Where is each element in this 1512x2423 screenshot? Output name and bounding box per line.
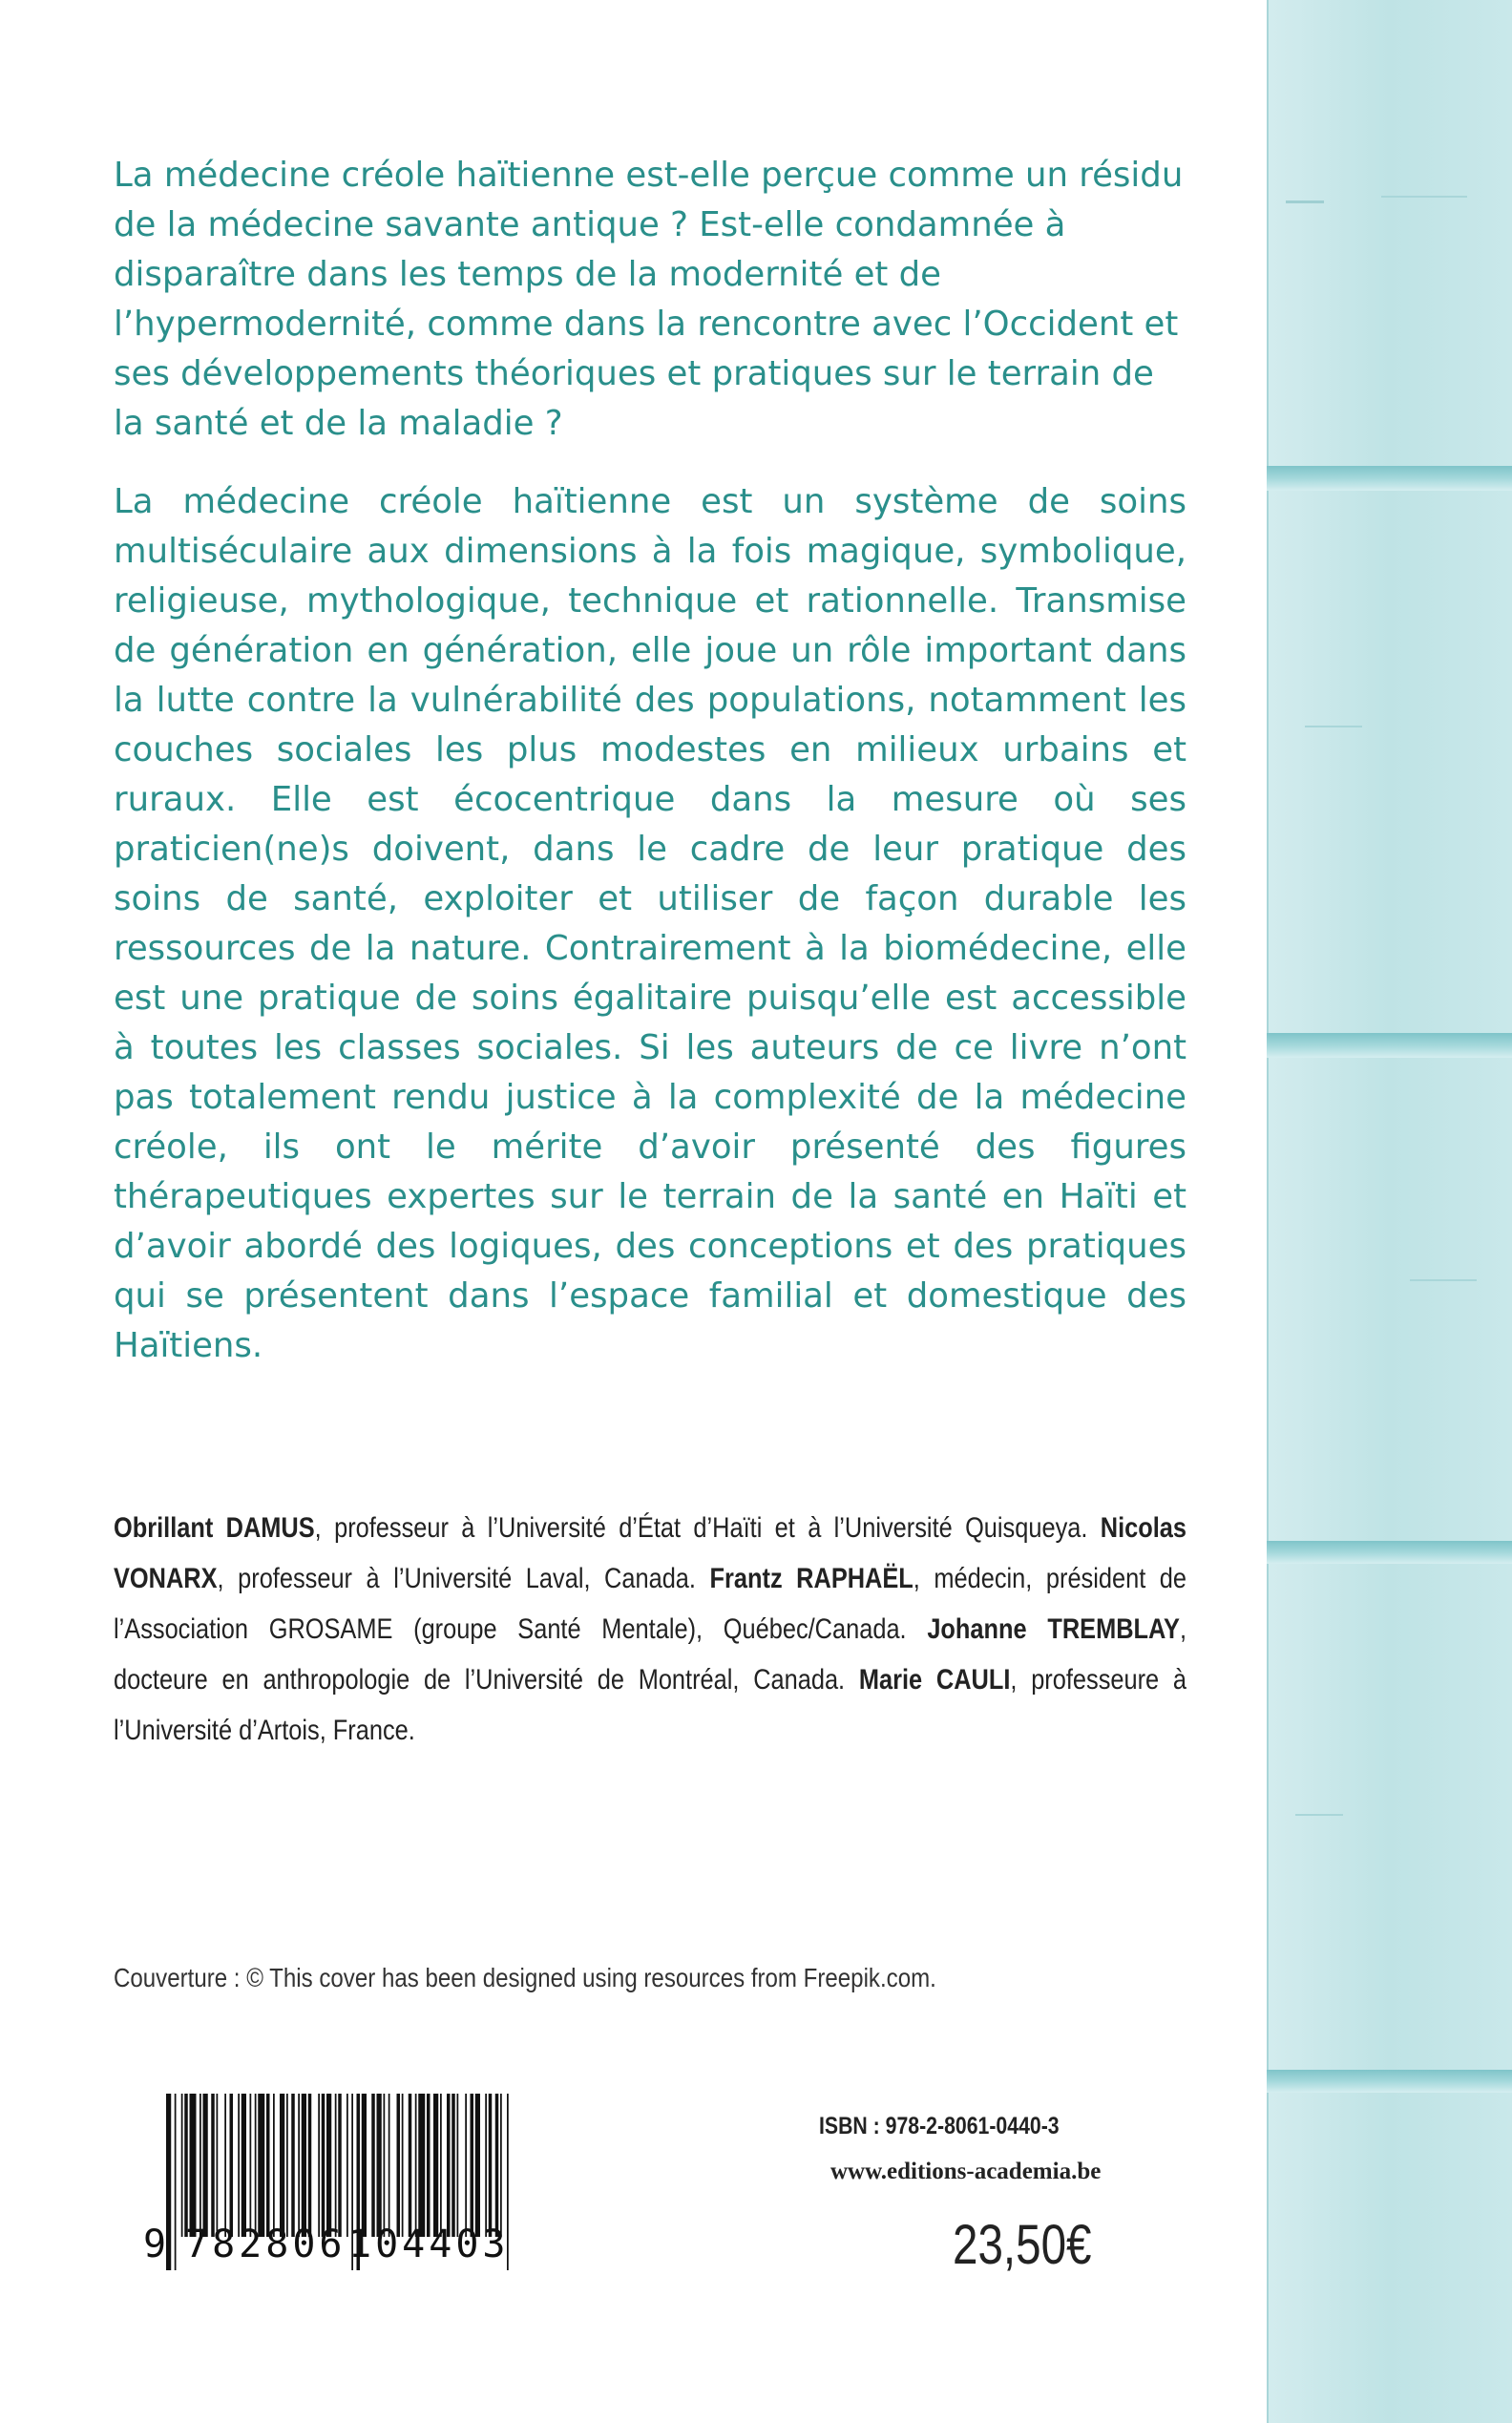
author-name: Marie CAULI [858, 1664, 1011, 1696]
author-bios [114, 1503, 1186, 1756]
author-name: Obrillant DAMUS [114, 1512, 315, 1544]
blurb-paragraph-2: La médecine créole haïtienne est un système de soins multiséculaire aux dimensions à la fois magique, symbolique, religieuse, mythologique, technique et rationnelle. Transmise de génération en génération, elle joue un rôle important dans la lutte contre la vulnérabilité des populations, notamment les couches sociales les plus modestes en milieux urbains et ruraux. Elle est écocentrique dans la mesure où ses praticien(ne)s doivent, dans le cadre de leur pratique des soins de santé, exploiter et utiliser de façon durable les ressources de la nature. Contrairement à la biomédecine, elle est une pratique de soins égalitaire puisqu’elle est accessible à toutes les classes sociales. Si les auteurs de ce livre n’ont pas totalement rendu justice à la complexité de la médecine créole, ils ont le mérite d’avoir présenté des figures thérapeutiques expertes sur le terrain de la santé en Haïti et d’avoir abordé des logiques, des conceptions et des pratiques qui se présentent dans l’espace familial et domestique des Haïtiens. [114, 482, 1186, 1365]
barcode-right-group: 104403 [348, 2223, 510, 2266]
author-name: Johanne TREMBLAY [927, 1613, 1180, 1645]
blurb [114, 151, 1186, 1371]
barcode-left-group: 782806 [185, 2223, 346, 2266]
price: 23,50€ [953, 2214, 1092, 2276]
blurb-paragraph-1: La médecine créole haïtienne est-elle perçue comme un résidu de la médecine savante antique ? Est-elle condamnée à disparaître dans les temps de la modernité et de l’hypermodernité, comme dans la rencontre avec l’Occident et ses développements théoriques et pratiques sur le terrain de la santé et de la maladie ? [114, 156, 1184, 443]
author-role: , professeur à l’Université Laval, Canada. [217, 1563, 710, 1594]
publisher-website: www.editions-academia.be [830, 2159, 1102, 2184]
author-role: , professeur à l’Université d’État d’Haïti et à l’Université Quisqueya. [314, 1512, 1101, 1544]
barcode-first-digit: 9 [143, 2223, 168, 2266]
cover-photo-strip [1267, 0, 1512, 2423]
author-role: , professeure à l’Université d’Artois, France. [114, 1664, 1187, 1746]
author-name: Frantz RAPHAËL [709, 1563, 914, 1594]
isbn: ISBN : 978-2-8061-0440-3 [819, 2113, 1060, 2139]
cover-credit: Couverture : © This cover has been designed using resources from Freepik.com. [114, 1963, 936, 1992]
author-name: Nicolas VONARX [114, 1512, 1187, 1594]
author-role: , docteure en anthropologie de l’Université de Montréal, Canada. [114, 1613, 1187, 1696]
author-role: , médecin, président de l’Association GROSAME (groupe Santé Mentale), Québec/Canada. [114, 1563, 1187, 1645]
